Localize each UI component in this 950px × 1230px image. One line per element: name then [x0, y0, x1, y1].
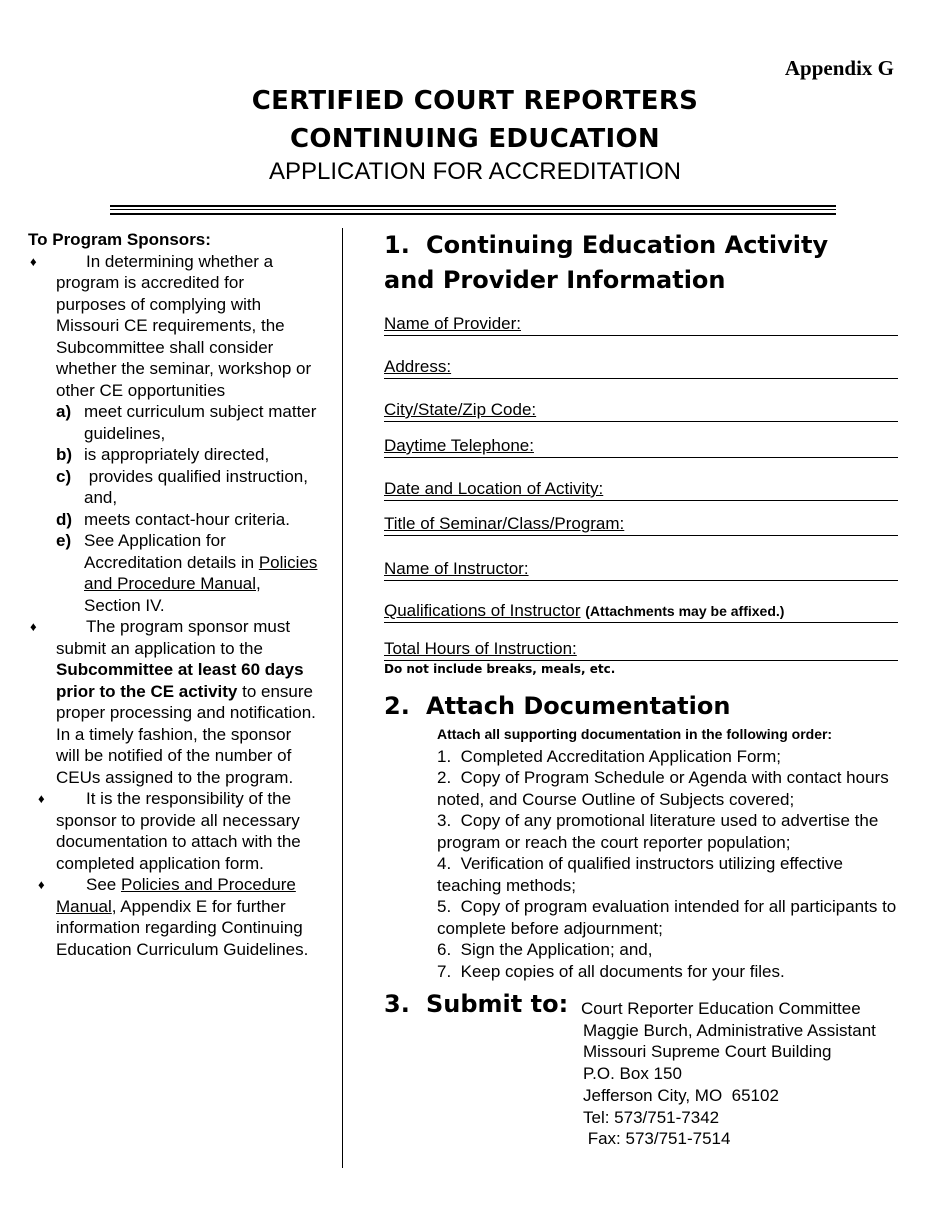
deadline-emphasis: Subcommittee at least 60 days prior to the CE activity — [56, 660, 304, 701]
header-rule-top — [110, 205, 836, 207]
section-number: 3. — [384, 990, 410, 1018]
bullet-4-pre: See — [86, 875, 121, 894]
list-item: 4. Verification of qualified instructors utilizing effective teaching methods; — [437, 854, 848, 895]
criteria-text-end: , Section IV. — [84, 574, 261, 615]
column-divider — [342, 228, 343, 1168]
criteria-letter: a) — [56, 402, 72, 421]
criteria-item-b — [28, 444, 318, 466]
sponsor-bullet-2 — [28, 616, 318, 788]
section-3-heading — [384, 990, 568, 1018]
list-item: 1. Completed Accreditation Application Form; — [437, 746, 781, 766]
sponsor-bullet-3 — [28, 788, 318, 874]
section-3-title: Submit to: — [426, 990, 569, 1018]
attachments-note: (Attachments may be affixed.) — [585, 603, 785, 619]
section-2-heading — [384, 692, 730, 720]
total-hours-field[interactable] — [384, 639, 898, 661]
bullet-4-post: , Appendix E for further information regarding Continuing Education Curriculum Guidelines. — [56, 896, 309, 959]
policies-manual-link: Policies and Procedure Manual — [84, 552, 318, 593]
field-label: Name of Provider: — [384, 314, 521, 333]
criteria-text: provides qualified instruction, and, — [84, 466, 313, 507]
field-label: City/State/Zip Code: — [384, 400, 537, 419]
criteria-text: See Application for Accreditation details in — [84, 531, 259, 572]
field-label: Address: — [384, 357, 452, 376]
address-line: Maggie Burch, Administrative Assistant — [583, 1020, 876, 1040]
section-number: 1. — [384, 231, 410, 259]
criteria-letter: e) — [56, 531, 72, 550]
criteria-text: meets contact-hour criteria. — [84, 509, 290, 529]
field-label: Name of Instructor: — [384, 559, 529, 578]
address-line: Missouri Supreme Court Building — [583, 1042, 832, 1062]
bullet-1-text: In determining whether a program is accredited for purposes of complying with Missouri CE requirements, the Subcommittee shall consider whether the seminar, workshop or other CE opportunities — [56, 251, 312, 400]
field-label: Daytime Telephone: — [384, 436, 534, 455]
hours-note: Do not include breaks, meals, etc. — [384, 662, 616, 676]
section-2-title: Attach Documentation — [426, 692, 731, 720]
criteria-item-c — [28, 466, 318, 509]
title-line-2: CONTINUING EDUCATION — [290, 124, 660, 154]
diamond-bullet-icon: ♦ — [30, 253, 37, 269]
criteria-text: is appropriately directed, — [84, 445, 270, 464]
sponsor-instructions — [28, 229, 318, 960]
address-line: Tel: 573/751-7342 — [583, 1107, 720, 1127]
diamond-bullet-icon: ♦ — [30, 619, 37, 634]
bullet-2-post: to ensure proper processing and notification. In a timely fashion, the sponsor will be notified of the number of CEUs assigned to the program. — [56, 681, 316, 787]
seminar-title-field[interactable] — [384, 514, 898, 536]
address-field[interactable] — [384, 357, 898, 379]
section-1-title-cont: and Provider Information — [384, 266, 726, 294]
submit-address — [583, 998, 876, 1150]
section-1-title: Continuing Education Activity — [426, 231, 829, 259]
instructor-name-field[interactable] — [384, 559, 898, 581]
address-line: Jefferson City, MO 65102 — [583, 1085, 779, 1105]
documentation-intro: Attach all supporting documentation in the following order: — [437, 726, 833, 742]
city-state-zip-field[interactable] — [384, 400, 898, 422]
appendix-label: Appendix G — [784, 56, 894, 80]
list-item: 2. Copy of Program Schedule or Agenda with contact hours noted, and Course Outline of Subjects covered; — [437, 768, 894, 809]
criteria-letter: c) — [56, 466, 72, 486]
section-1-heading — [384, 228, 898, 298]
header-rule-bottom — [110, 213, 836, 215]
header-rule-middle — [110, 209, 836, 210]
title-line-1: CERTIFIED COURT REPORTERS — [251, 86, 699, 116]
criteria-item-a — [28, 401, 318, 444]
section-number: 2. — [384, 692, 410, 720]
subtitle: APPLICATION FOR ACCREDITATION — [268, 158, 682, 185]
criteria-letter: d) — [56, 509, 73, 529]
field-label: Title of Seminar/Class/Program: — [384, 514, 625, 533]
documentation-list — [437, 724, 907, 982]
address-line: Court Reporter Education Committee — [581, 999, 861, 1018]
criteria-text: meet curriculum subject matter guidelines, — [84, 402, 317, 443]
address-line: P.O. Box 150 — [583, 1064, 682, 1084]
provider-name-field[interactable] — [384, 314, 898, 336]
criteria-item-d — [28, 509, 318, 531]
criteria-item-e — [28, 530, 318, 616]
list-item: 7. Keep copies of all documents for your files. — [437, 961, 785, 981]
instructor-qualifications-field[interactable] — [384, 601, 898, 623]
sponsor-heading: To Program Sponsors: — [28, 230, 211, 249]
criteria-letter: b) — [56, 445, 73, 464]
list-item: 6. Sign the Application; and, — [437, 940, 653, 959]
diamond-bullet-icon: ♦ — [38, 877, 45, 892]
field-label: Total Hours of Instruction: — [384, 639, 577, 658]
bullet-3-text: It is the responsibility of the sponsor to provide all necessary documentation to attach with the completed application form. — [56, 789, 301, 873]
address-line: Fax: 573/751-7514 — [583, 1129, 731, 1149]
policies-manual-link: Policies and Procedure Manual — [56, 875, 296, 916]
bullet-2-pre: The program sponsor must submit an application to the — [56, 617, 291, 658]
bullet-4-text — [56, 874, 318, 960]
diamond-bullet-icon: ♦ — [38, 791, 45, 806]
list-item: 3. Copy of any promotional literature used to advertise the program or reach the court reporter population; — [437, 811, 884, 852]
list-item: 5. Copy of program evaluation intended for all participants to complete before adjournment; — [437, 897, 901, 938]
field-label: Date and Location of Activity: — [384, 479, 604, 498]
date-location-field[interactable] — [384, 479, 898, 501]
sponsor-bullet-4 — [28, 874, 318, 960]
daytime-telephone-field[interactable] — [384, 436, 898, 458]
field-label: Qualifications of Instructor — [384, 601, 581, 620]
sponsor-bullet-1 — [28, 251, 318, 402]
bullet-2-text — [56, 616, 318, 788]
